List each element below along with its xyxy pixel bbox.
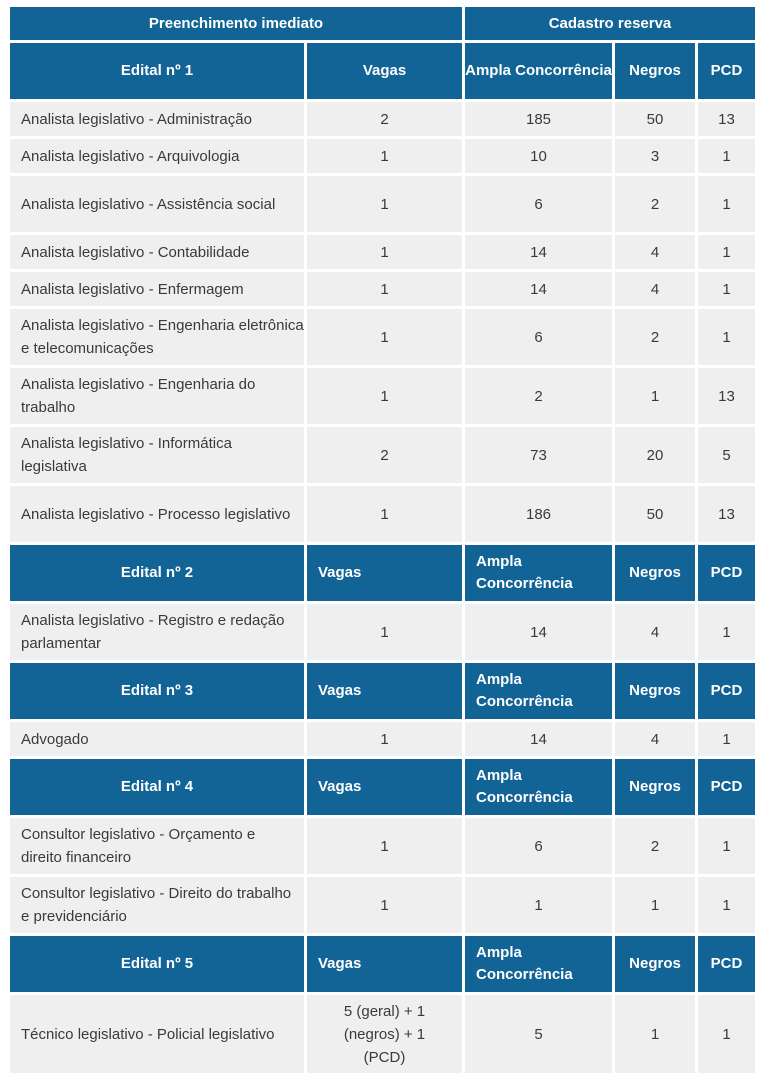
cell-ampla: 185 bbox=[465, 102, 612, 136]
cell-pcd: 1 bbox=[698, 309, 755, 365]
table-row bbox=[10, 995, 755, 1073]
header-negros: Negros bbox=[615, 545, 695, 601]
cell-negros: 1 bbox=[615, 995, 695, 1073]
cell-vagas: 1 bbox=[307, 176, 462, 232]
header-ampla: Ampla Concorrência bbox=[465, 43, 612, 99]
cell-pcd: 1 bbox=[698, 722, 755, 756]
table-row bbox=[10, 877, 755, 933]
cell-vagas: 2 bbox=[307, 427, 462, 483]
cell-negros: 1 bbox=[615, 368, 695, 424]
vacancy-table bbox=[7, 4, 758, 1076]
header-pcd: PCD bbox=[698, 43, 755, 99]
top-header-row bbox=[10, 7, 755, 40]
cell-cargo: Analista legislativo - Engenharia do trabalho bbox=[10, 368, 304, 424]
table-row bbox=[10, 427, 755, 483]
table-row bbox=[10, 139, 755, 173]
cell-negros: 4 bbox=[615, 722, 695, 756]
cell-vagas: 1 bbox=[307, 877, 462, 933]
edital-header-row bbox=[10, 545, 755, 601]
cell-ampla: 14 bbox=[465, 272, 612, 306]
cell-ampla: 6 bbox=[465, 176, 612, 232]
edital-header-row bbox=[10, 663, 755, 719]
header-pcd: PCD bbox=[698, 759, 755, 815]
edital-title: Edital nº 3 bbox=[10, 663, 304, 719]
cell-negros: 4 bbox=[615, 272, 695, 306]
cell-cargo: Consultor legislativo - Orçamento e direito financeiro bbox=[10, 818, 304, 874]
table-row bbox=[10, 176, 755, 232]
cell-cargo: Analista legislativo - Registro e redação parlamentar bbox=[10, 604, 304, 660]
header-vagas: Vagas bbox=[307, 545, 462, 601]
edital-title: Edital nº 5 bbox=[10, 936, 304, 992]
cell-ampla: 14 bbox=[465, 235, 612, 269]
edital-title: Edital nº 4 bbox=[10, 759, 304, 815]
edital-header-row bbox=[10, 43, 755, 99]
cell-negros: 2 bbox=[615, 176, 695, 232]
header-pcd: PCD bbox=[698, 663, 755, 719]
cell-negros: 3 bbox=[615, 139, 695, 173]
cell-ampla: 6 bbox=[465, 818, 612, 874]
header-vagas: Vagas bbox=[307, 936, 462, 992]
cell-ampla: 14 bbox=[465, 604, 612, 660]
header-negros: Negros bbox=[615, 936, 695, 992]
cell-pcd: 13 bbox=[698, 102, 755, 136]
edital-title: Edital nº 1 bbox=[10, 43, 304, 99]
cell-ampla: 10 bbox=[465, 139, 612, 173]
cell-pcd: 5 bbox=[698, 427, 755, 483]
header-pcd: PCD bbox=[698, 936, 755, 992]
cell-vagas: 1 bbox=[307, 272, 462, 306]
table-row bbox=[10, 722, 755, 756]
cell-ampla: 5 bbox=[465, 995, 612, 1073]
table-row bbox=[10, 604, 755, 660]
header-ampla: Ampla Concorrência bbox=[465, 663, 612, 719]
cell-vagas: 1 bbox=[307, 722, 462, 756]
header-negros: Negros bbox=[615, 43, 695, 99]
edital-header-row bbox=[10, 936, 755, 992]
cell-pcd: 1 bbox=[698, 604, 755, 660]
cell-negros: 50 bbox=[615, 486, 695, 542]
cell-vagas: 2 bbox=[307, 102, 462, 136]
cell-vagas: 5 (geral) + 1 (negros) + 1 (PCD) bbox=[307, 995, 462, 1073]
header-negros: Negros bbox=[615, 759, 695, 815]
cell-cargo: Analista legislativo - Informática legislativa bbox=[10, 427, 304, 483]
header-vagas: Vagas bbox=[307, 759, 462, 815]
header-vagas: Vagas bbox=[307, 43, 462, 99]
edital-header-row bbox=[10, 759, 755, 815]
cell-ampla: 2 bbox=[465, 368, 612, 424]
table-row bbox=[10, 235, 755, 269]
cell-vagas: 1 bbox=[307, 604, 462, 660]
header-ampla: Ampla Concorrência bbox=[465, 545, 612, 601]
edital-title: Edital nº 2 bbox=[10, 545, 304, 601]
cell-vagas: 1 bbox=[307, 235, 462, 269]
cell-cargo: Consultor legislativo - Direito do trabalho e previdenciário bbox=[10, 877, 304, 933]
cell-pcd: 1 bbox=[698, 272, 755, 306]
cell-pcd: 1 bbox=[698, 139, 755, 173]
cell-cargo: Analista legislativo - Enfermagem bbox=[10, 272, 304, 306]
cell-cargo: Analista legislativo - Processo legislativo bbox=[10, 486, 304, 542]
cell-ampla: 1 bbox=[465, 877, 612, 933]
cell-vagas: 1 bbox=[307, 486, 462, 542]
cell-pcd: 1 bbox=[698, 818, 755, 874]
cell-pcd: 13 bbox=[698, 486, 755, 542]
cell-cargo: Advogado bbox=[10, 722, 304, 756]
table-row bbox=[10, 486, 755, 542]
cell-vagas: 1 bbox=[307, 309, 462, 365]
header-pcd: PCD bbox=[698, 545, 755, 601]
cell-cargo: Analista legislativo - Assistência social bbox=[10, 176, 304, 232]
table-row bbox=[10, 272, 755, 306]
cell-cargo: Analista legislativo - Arquivologia bbox=[10, 139, 304, 173]
cell-vagas: 1 bbox=[307, 818, 462, 874]
cell-cargo: Analista legislativo - Contabilidade bbox=[10, 235, 304, 269]
cell-pcd: 1 bbox=[698, 877, 755, 933]
cell-cargo: Analista legislativo - Engenharia eletrônica e telecomunicações bbox=[10, 309, 304, 365]
cell-negros: 4 bbox=[615, 604, 695, 660]
cell-cargo: Técnico legislativo - Policial legislativo bbox=[10, 995, 304, 1073]
cell-ampla: 14 bbox=[465, 722, 612, 756]
cell-vagas: 1 bbox=[307, 139, 462, 173]
header-ampla: Ampla Concorrência bbox=[465, 936, 612, 992]
cell-negros: 20 bbox=[615, 427, 695, 483]
cell-pcd: 1 bbox=[698, 995, 755, 1073]
header-reserve: Cadastro reserva bbox=[465, 7, 755, 40]
cell-ampla: 73 bbox=[465, 427, 612, 483]
header-ampla: Ampla Concorrência bbox=[465, 759, 612, 815]
cell-vagas: 1 bbox=[307, 368, 462, 424]
cell-negros: 2 bbox=[615, 309, 695, 365]
cell-pcd: 13 bbox=[698, 368, 755, 424]
cell-cargo: Analista legislativo - Administração bbox=[10, 102, 304, 136]
cell-pcd: 1 bbox=[698, 176, 755, 232]
table-row bbox=[10, 309, 755, 365]
header-vagas: Vagas bbox=[307, 663, 462, 719]
header-negros: Negros bbox=[615, 663, 695, 719]
cell-ampla: 6 bbox=[465, 309, 612, 365]
table-row bbox=[10, 368, 755, 424]
cell-negros: 50 bbox=[615, 102, 695, 136]
cell-negros: 2 bbox=[615, 818, 695, 874]
table-row bbox=[10, 818, 755, 874]
cell-ampla: 186 bbox=[465, 486, 612, 542]
cell-pcd: 1 bbox=[698, 235, 755, 269]
cell-negros: 4 bbox=[615, 235, 695, 269]
cell-negros: 1 bbox=[615, 877, 695, 933]
table-row bbox=[10, 102, 755, 136]
header-immediate: Preenchimento imediato bbox=[10, 7, 462, 40]
